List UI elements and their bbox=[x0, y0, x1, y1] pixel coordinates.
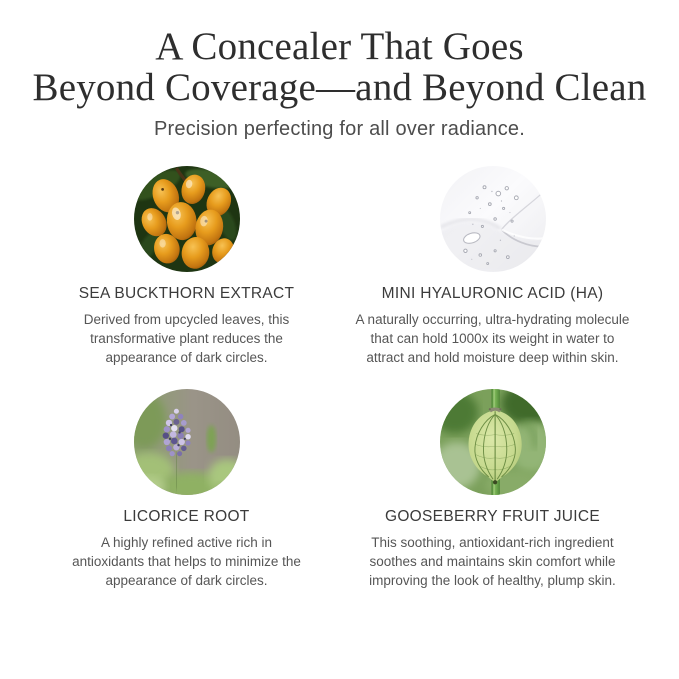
sea-buckthorn-berries-image bbox=[134, 166, 240, 272]
ingredient-card-licorice-root bbox=[42, 389, 332, 590]
page-title bbox=[0, 26, 679, 109]
ingredient-heading: GOOSEBERRY FRUIT JUICE bbox=[384, 507, 601, 525]
gooseberry-husk-photo bbox=[440, 389, 546, 495]
ingredient-card-sea-buckthorn bbox=[42, 166, 332, 367]
ingredient-description: A naturally occurring, ultra-hydrating molecule that can hold 1000x its weight in water to attract and hold moisture deep within skin. bbox=[355, 311, 630, 365]
hyaluronic-gel-bubbles-photo bbox=[440, 166, 546, 272]
ingredient-description: Derived from upcycled leaves, this transformative plant reduces the appearance of dark circles. bbox=[83, 311, 290, 365]
hyaluronic-gel-image bbox=[440, 166, 546, 272]
ingredient-grid bbox=[0, 166, 679, 590]
page-subtitle: Precision perfecting for all over radiance. bbox=[153, 117, 525, 140]
ingredient-card-gooseberry bbox=[348, 389, 638, 590]
ingredient-card-hyaluronic-acid bbox=[348, 166, 638, 367]
licorice-flower-photo bbox=[134, 389, 240, 495]
ingredient-description: This soothing, antioxidant-rich ingredient soothes and maintains skin comfort while improving the look of healthy, plump skin. bbox=[369, 534, 616, 588]
ingredient-heading: MINI HYALURONIC ACID (HA) bbox=[381, 284, 604, 302]
ingredient-heading: SEA BUCKTHORN EXTRACT bbox=[78, 284, 295, 302]
licorice-flower-image bbox=[134, 389, 240, 495]
page-title-line1: A Concealer That Goes bbox=[155, 25, 524, 68]
ingredient-heading: LICORICE ROOT bbox=[123, 507, 250, 525]
page-title-line2: Beyond Coverage—and Beyond Clean bbox=[32, 66, 647, 110]
gooseberry-husk-image bbox=[440, 389, 546, 495]
ingredient-description: A highly refined active rich in antioxidants that helps to minimize the appearance of dark circles. bbox=[72, 534, 301, 588]
sea-buckthorn-berries-photo bbox=[134, 166, 240, 272]
